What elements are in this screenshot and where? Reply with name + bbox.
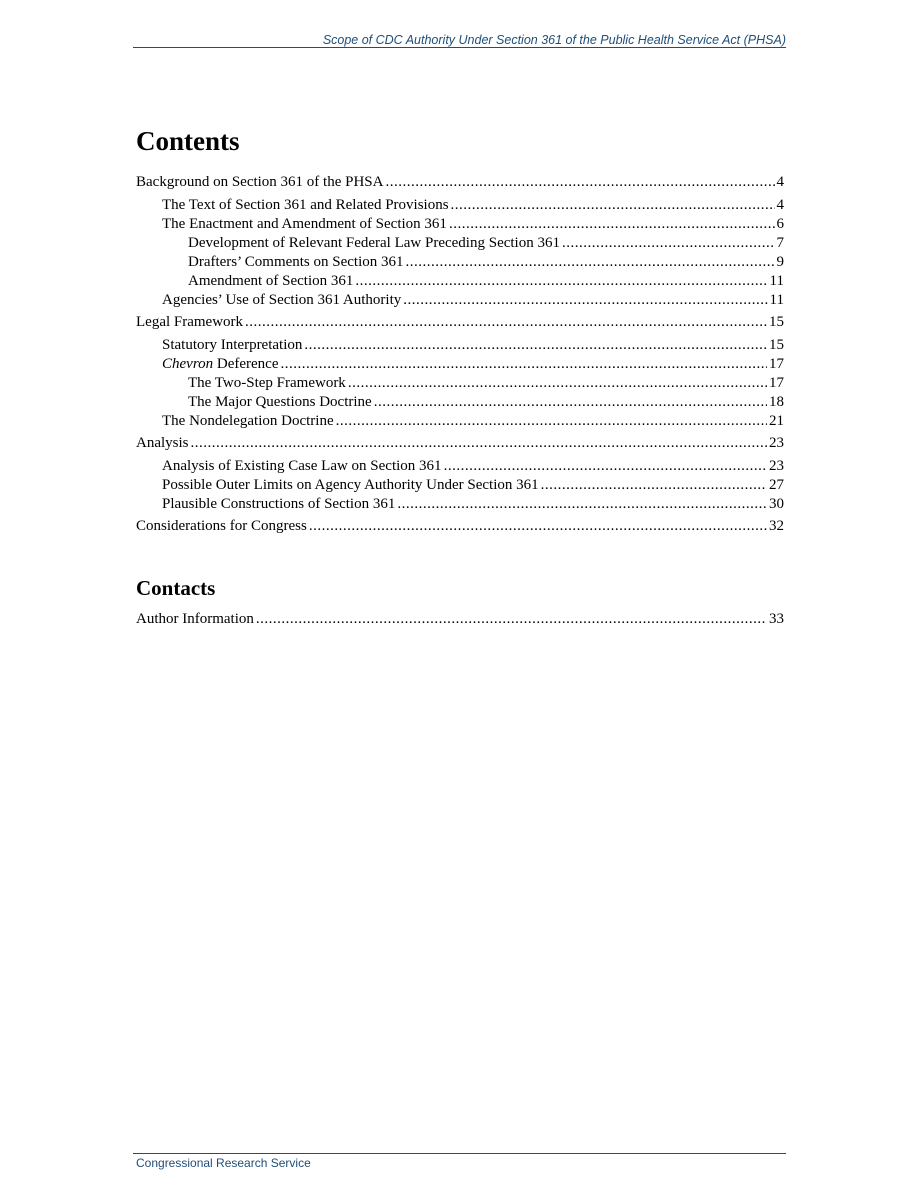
- toc-entry-amendment-of-section-361[interactable]: [188, 272, 784, 291]
- toc-entry-nondelegation-doctrine[interactable]: [162, 412, 784, 431]
- header-rule: [133, 47, 786, 48]
- toc-entry-label: Agencies’ Use of Section 361 Authority: [162, 292, 402, 308]
- toc-entry-label: The Two-Step Framework: [188, 375, 346, 391]
- toc-dot-leader: [309, 517, 767, 536]
- running-footer: Congressional Research Service: [136, 1156, 311, 1170]
- toc-page-number: 7: [776, 235, 784, 251]
- toc-dot-leader: [444, 457, 767, 476]
- toc-entry-label-italic: Chevron: [162, 356, 214, 372]
- toc-entry-existing-case-law[interactable]: [162, 457, 784, 476]
- toc-dot-leader: [562, 234, 775, 253]
- toc-entry-background[interactable]: [136, 173, 784, 192]
- toc-entry-label: Analysis of Existing Case Law on Section 361: [162, 458, 442, 474]
- toc-entry-label: Legal Framework: [136, 314, 244, 330]
- toc-entry-major-questions-doctrine[interactable]: [188, 393, 784, 412]
- toc-entry-chevron-deference[interactable]: [162, 355, 784, 374]
- toc-entry-label: [162, 355, 278, 374]
- toc-dot-leader: [374, 393, 767, 412]
- toc-dot-leader: [355, 272, 767, 291]
- footer-rule: [133, 1153, 786, 1154]
- toc-entry-label: Considerations for Congress: [136, 518, 307, 534]
- toc-page-number: 27: [769, 477, 784, 493]
- contents-title: Contents: [136, 126, 240, 156]
- toc-dot-leader: [385, 173, 774, 192]
- toc-page-number: 21: [769, 413, 784, 429]
- toc-page-number: 15: [769, 314, 784, 330]
- running-header: Scope of CDC Authority Under Section 361 of the Public Health Service Act (PHSA): [322, 33, 786, 47]
- toc-entry-label: Development of Relevant Federal Law Preceding Section 361: [188, 235, 560, 251]
- toc-dot-leader: [397, 495, 767, 514]
- toc-page-number: 9: [776, 254, 784, 270]
- toc-entry-label: Possible Outer Limits on Agency Authority Under Section 361: [162, 477, 539, 493]
- toc-entry-label: Drafters’ Comments on Section 361: [188, 254, 404, 270]
- toc-entry-statutory-interpretation[interactable]: [162, 336, 784, 355]
- toc-entry-enactment-and-amendment[interactable]: [162, 215, 784, 234]
- toc-entry-label: Plausible Constructions of Section 361: [162, 496, 396, 512]
- toc-page-number: 4: [776, 174, 784, 190]
- toc-dot-leader: [336, 412, 767, 431]
- toc-dot-leader: [191, 434, 768, 453]
- toc-entry-plausible-constructions[interactable]: [162, 495, 784, 514]
- toc-page-number: 4: [776, 197, 784, 213]
- toc-entry-text-of-section-361[interactable]: [162, 196, 784, 215]
- toc-entry-label: Amendment of Section 361: [188, 273, 354, 289]
- toc-dot-leader: [280, 355, 767, 374]
- toc-entry-label: Background on Section 361 of the PHSA: [136, 174, 384, 190]
- toc-dot-leader: [256, 610, 767, 629]
- toc-entry-development-of-federal-law[interactable]: [188, 234, 784, 253]
- toc-entry-label: The Major Questions Doctrine: [188, 394, 372, 410]
- toc-page-number: 30: [769, 496, 784, 512]
- contacts-title: Contacts: [136, 576, 216, 600]
- toc-page-number: 11: [769, 273, 784, 289]
- toc-entry-considerations-for-congress[interactable]: [136, 517, 784, 536]
- toc-entry-legal-framework[interactable]: [136, 313, 784, 332]
- toc-page-number: 17: [769, 356, 784, 372]
- toc-entry-analysis[interactable]: [136, 434, 784, 453]
- toc-dot-leader: [406, 253, 775, 272]
- toc-dot-leader: [451, 196, 775, 215]
- toc-entry-label-rest: Deference: [213, 356, 279, 372]
- toc-entry-label: The Text of Section 361 and Related Provisions: [162, 197, 449, 213]
- toc-page-number: 33: [769, 611, 784, 627]
- toc-entry-label: Author Information: [136, 611, 254, 627]
- toc-page-number: 17: [769, 375, 784, 391]
- toc-entry-label: The Nondelegation Doctrine: [162, 413, 334, 429]
- toc-page-number: 18: [769, 394, 784, 410]
- toc-dot-leader: [304, 336, 767, 355]
- toc-entry-author-information[interactable]: [136, 610, 784, 629]
- toc-entry-label: The Enactment and Amendment of Section 361: [162, 216, 447, 232]
- toc-dot-leader: [245, 313, 767, 332]
- toc-dot-leader: [403, 291, 767, 310]
- toc-page-number: 23: [769, 458, 784, 474]
- toc-page-number: 15: [769, 337, 784, 353]
- toc-entry-drafters-comments[interactable]: [188, 253, 784, 272]
- toc-dot-leader: [541, 476, 767, 495]
- toc-entry-label: Analysis: [136, 435, 189, 451]
- toc-entry-label: Statutory Interpretation: [162, 337, 303, 353]
- toc-entry-two-step-framework[interactable]: [188, 374, 784, 393]
- toc-entry-agencies-use[interactable]: [162, 291, 784, 310]
- toc-page-number: 6: [776, 216, 784, 232]
- toc-dot-leader: [449, 215, 775, 234]
- toc-page-number: 23: [769, 435, 784, 451]
- toc-entry-outer-limits[interactable]: [162, 476, 784, 495]
- toc-page-number: 32: [769, 518, 784, 534]
- toc-page-number: 11: [769, 292, 784, 308]
- toc-dot-leader: [348, 374, 767, 393]
